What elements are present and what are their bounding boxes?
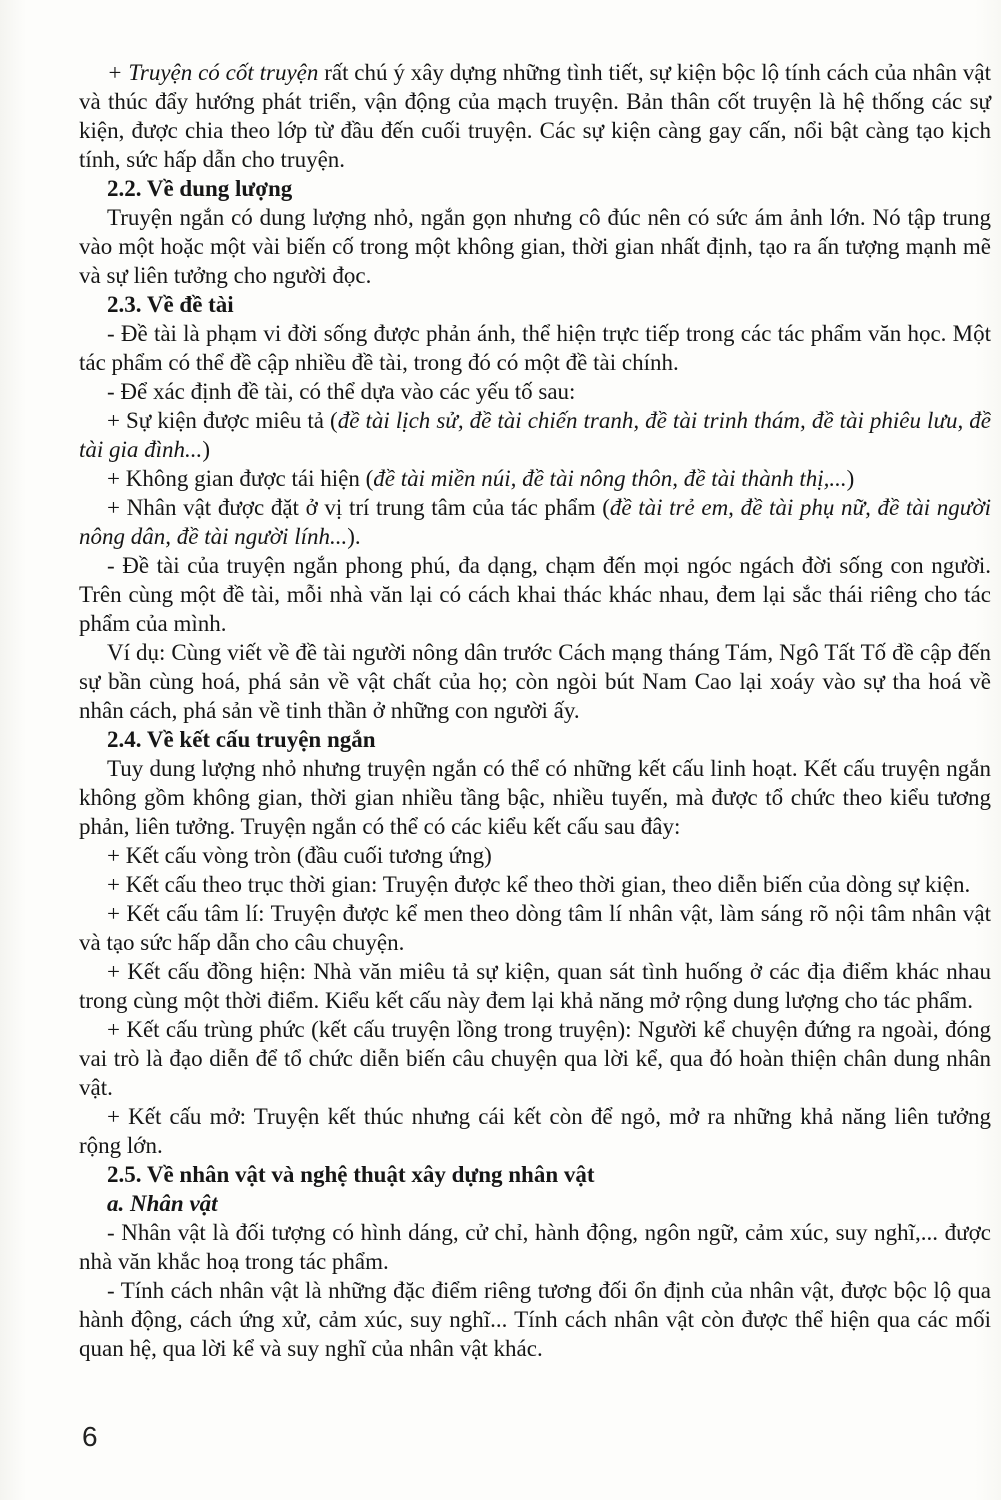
page-number: 6 [82,1421,98,1452]
paragraph-ket-cau-mo: + Kết cấu mở: Truyện kết thúc nhưng cái kết còn để ngỏ, mở ra những khả năng liên tưởng rộng lớn. [79,1104,991,1158]
paragraph-nhan-vat-doi-tuong: - Nhân vật là đối tượng có hình dáng, cử chỉ, hành động, ngôn ngữ, cảm xúc, suy nghĩ,... được nhà văn khắc hoạ trong tác phẩm. [79,1220,991,1274]
italic-lead-text: + Truyện có cốt truyện [107,60,319,85]
paragraph-khong-gian-tai-hien [79,464,991,493]
paragraph-text: ) [202,437,210,462]
text-column [79,58,991,1363]
paragraph-ket-cau-vong-tron: + Kết cấu vòng tròn (đầu cuối tương ứng) [107,843,492,868]
heading-2-2-dung-luong: 2.2. Về dung lượng [107,176,293,201]
heading-a-nhan-vat: a. Nhân vật [107,1191,218,1216]
paragraph-text: ). [347,524,361,549]
paragraph-su-kien-mieu-ta [79,406,991,464]
paragraph-text: rất chú ý xây dựng những tình tiết, sự kiện bộc lộ tính cách của nhân vật và thúc đẩy hướng phát triển, vận động của mạch truyện. Bản thân cốt truyện là hệ thống các sự kiện, được chia theo lớp từ đầu đến cuối truyện. Các sự kiện càng gay cấn, nổi bật càng tạo kịch tính, sức hấp dẫn cho truyện. [79,60,991,172]
heading-2-5-nhan-vat: 2.5. Về nhân vật và nghệ thuật xây dựng nhân vật [107,1162,595,1187]
paragraph-ket-cau-dong-hien: + Kết cấu đồng hiện: Nhà văn miêu tả sự kiện, quan sát tình huống ở các địa điểm khác nhau trong cùng một thời điểm. Kiểu kết cấu này đem lại khả năng mở rộng dung lượng cho tác phẩm. [79,959,991,1013]
paragraph-dung-luong: Truyện ngắn có dung lượng nhỏ, ngắn gọn nhưng cô đúc nên có sức ám ảnh lớn. Nó tập trung vào một hoặc một vài biến cố trong một không gian, thời gian nhất định, tạo ra ấn tượng mạnh mẽ và sự liên tưởng cho người đọc. [79,205,991,288]
paragraph-ket-cau-trung-phuc: + Kết cấu trùng phức (kết cấu truyện lồng trong truyện): Người kể chuyện đứng ra ngoài, đóng vai trò là đạo diễn để tổ chức diễn biến câu chuyện qua lời kể, qua đó hoàn thiện chân dung nhân vật. [79,1017,991,1100]
italic-example-list: đề tài trẻ em, đề tài phụ nữ, đề tài người nông dân, đề tài người lính... [79,495,991,549]
paragraph-nhan-vat-trung-tam [79,493,991,551]
paragraph-de-tai-dinh-nghia: - Đề tài là phạm vi đời sống được phản ánh, thể hiện trực tiếp trong các tác phẩm văn học. Một tác phẩm có thể đề cập nhiều đề tài, trong đó có một đề tài chính. [79,321,991,375]
paragraph-de-tai-phong-phu: - Đề tài của truyện ngắn phong phú, đa dạng, chạm đến mọi ngóc ngách đời sống con người. Trên cùng một đề tài, mỗi nhà văn lại có cách khai thác khác nhau, đem lại sắc thái riêng cho tác phẩm của mình. [79,553,991,636]
italic-example-list: đề tài miền núi, đề tài nông thôn, đề tài thành thị,... [373,466,847,491]
paragraph-ket-cau-truc-thoi-gian: + Kết cấu theo trục thời gian: Truyện được kể theo thời gian, theo diễn biến của dòng sự kiện. [107,872,971,897]
heading-2-4-ket-cau: 2.4. Về kết cấu truyện ngắn [107,727,376,752]
paragraph-de-tai-xac-dinh: - Để xác định đề tài, có thể dựa vào các yếu tố sau: [107,379,576,404]
paragraph-ket-cau-intro: Tuy dung lượng nhỏ nhưng truyện ngắn có thể có những kết cấu linh hoạt. Kết cấu truyện ngắn không gồm không gian, thời gian nhiều tầng bậc, nhiều tuyến, mà được tổ chức theo kiểu tương phản, liên tưởng. Truyện ngắn có thể có các kiểu kết cấu sau đây: [79,756,991,839]
italic-example-list: đề tài lịch sử, đề tài chiến tranh, đề tài trinh thám, đề tài phiêu lưu, đề tài gia đình... [79,408,992,462]
paragraph-text: + Sự kiện được miêu tả ( [107,408,338,433]
paragraph-ket-cau-tam-li: + Kết cấu tâm lí: Truyện được kể men theo dòng tâm lí nhân vật, làm sáng rõ nội tâm nhân vật và tạo sức hấp dẫn cho câu chuyện. [79,901,991,955]
paragraph-plot-feature [79,58,991,174]
paragraph-text: ) [846,466,855,491]
paragraph-text: + Không gian được tái hiện ( [107,466,374,491]
paragraph-text: + Nhân vật được đặt ở vị trí trung tâm của tác phẩm ( [107,495,610,520]
paragraph-tinh-cach-nhan-vat: - Tính cách nhân vật là những đặc điểm riêng tương đối ổn định của nhân vật, được bộc lộ qua hành động, cách ứng xử, cảm xúc, suy nghĩ... Tính cách nhân vật còn được thể hiện qua các mối quan hệ, qua lời kể và suy nghĩ của nhân vật khác. [79,1278,991,1361]
paragraph-vi-du: Ví dụ: Cùng viết về đề tài người nông dân trước Cách mạng tháng Tám, Ngô Tất Tố đề cập đến sự bần cùng hoá, phá sản về vật chất của họ; còn ngòi bút Nam Cao lại xoáy vào sự tha hoá về nhân cách, phá sản về tinh thần ở những con người ấy. [79,640,991,723]
heading-2-3-de-tai: 2.3. Về đề tài [107,292,234,317]
